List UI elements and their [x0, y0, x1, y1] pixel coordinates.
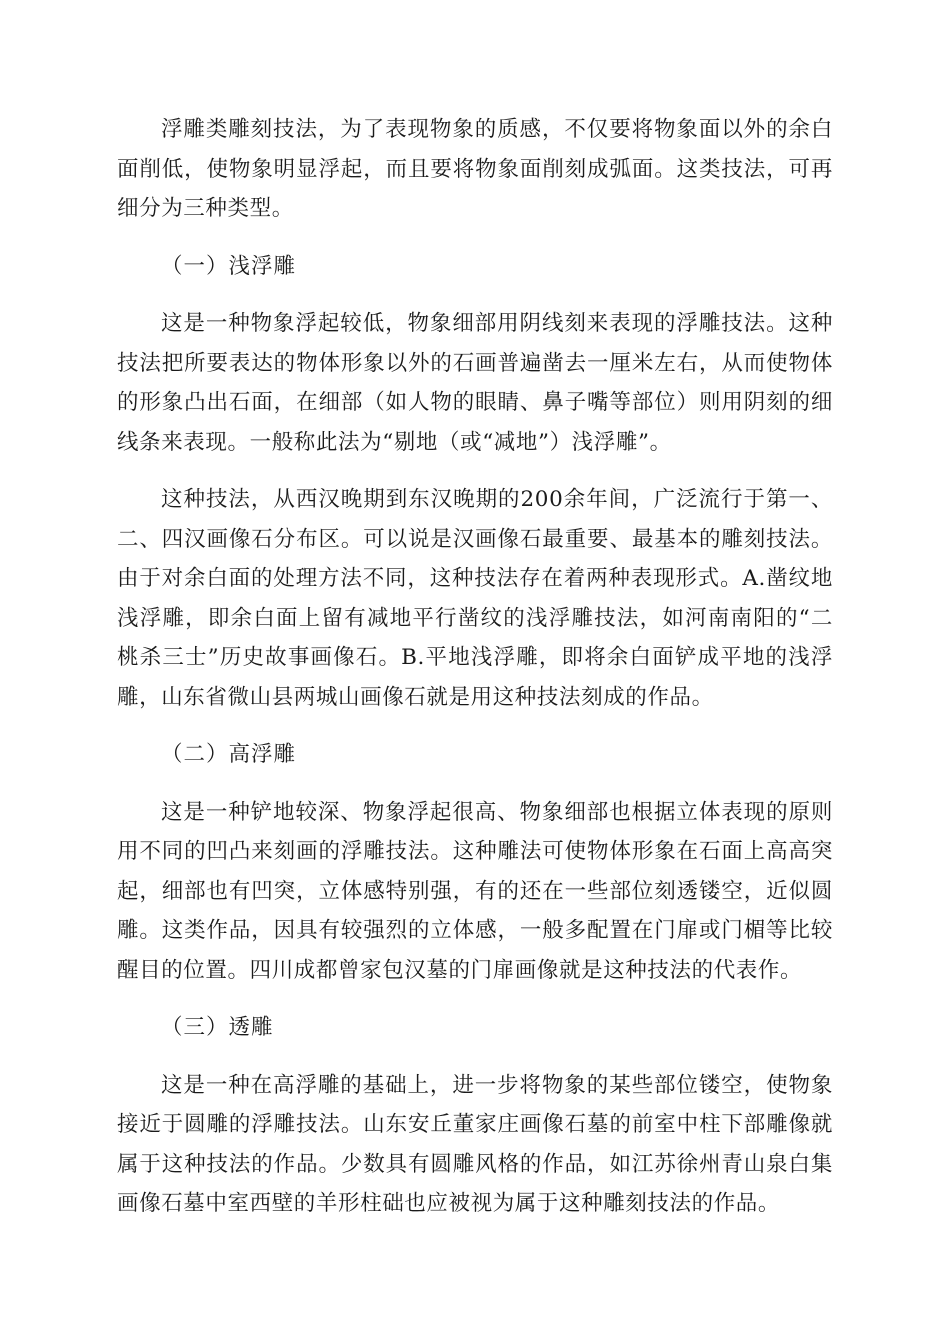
intro-paragraph: 浮雕类雕刻技法，为了表现物象的质感，不仅要将物象面以外的余白面削低，使物象明显浮起，而且要将物象面削刻成弧面。这类技法，可再细分为三种类型。: [117, 117, 833, 221]
document-body: [117, 110, 833, 1242]
section-heading-high-relief: （二）高浮雕: [161, 742, 297, 767]
shallow-relief-paragraph-1: 这是一种物象浮起较低，物象细部用阴线刻来表现的浮雕技法。这种技法把所要表达的物体形象以外的石画普遍凿去一厘米左右，从而使物体的形象凸出石面，在细部（如人物的眼睛、鼻子嘴等部位）则用阴刻的细线条来表现。一般称此法为“剔地（或“减地”）浅浮雕”。: [117, 311, 833, 455]
openwork-paragraph: 这是一种在高浮雕的基础上，进一步将物象的某些部位镂空，使物象接近于圆雕的浮雕技法。山东安丘董家庄画像石墓的前室中柱下部雕像就属于这种技法的作品。少数具有圆雕风格的作品，如江苏徐州青山泉白集画像石墓中室西壁的羊形柱础也应被视为属于这种雕刻技法的作品。: [117, 1072, 833, 1216]
high-relief-paragraph: 这是一种铲地较深、物象浮起很高、物象细部也根据立体表现的原则用不同的凹凸来刻画的浮雕技法。这种雕法可使物体形象在石面上高高突起，细部也有凹突，立体感特别强，有的还在一些部位刻透镂空，近似圆雕。这类作品，因具有较强烈的立体感，一般多配置在门扉或门楣等比较醒目的位置。四川成都曾家包汉墓的门扉画像就是这种技法的代表作。: [117, 799, 833, 983]
section-heading-openwork: （三）透雕: [161, 1015, 274, 1040]
section-heading-shallow-relief: （一）浅浮雕: [161, 253, 297, 279]
shallow-relief-paragraph-2: 这种技法，从西汉晚期到东汉晚期的200余年间，广泛流行于第一、二、四汉画像石分布区。可以说是汉画像石最重要、最基本的雕刻技法。由于对余白面的处理方法不同，这种技法存在着两种表现形式。A.凿纹地浅浮雕，即余白面上留有减地平行凿纹的浅浮雕技法，如河南南阳的“二桃杀三士”历史故事画像石。B.平地浅浮雕，即将余白面铲成平地的浅浮雕，山东省微山县两城山画像石就是用这种技法刻成的作品。: [117, 487, 833, 710]
